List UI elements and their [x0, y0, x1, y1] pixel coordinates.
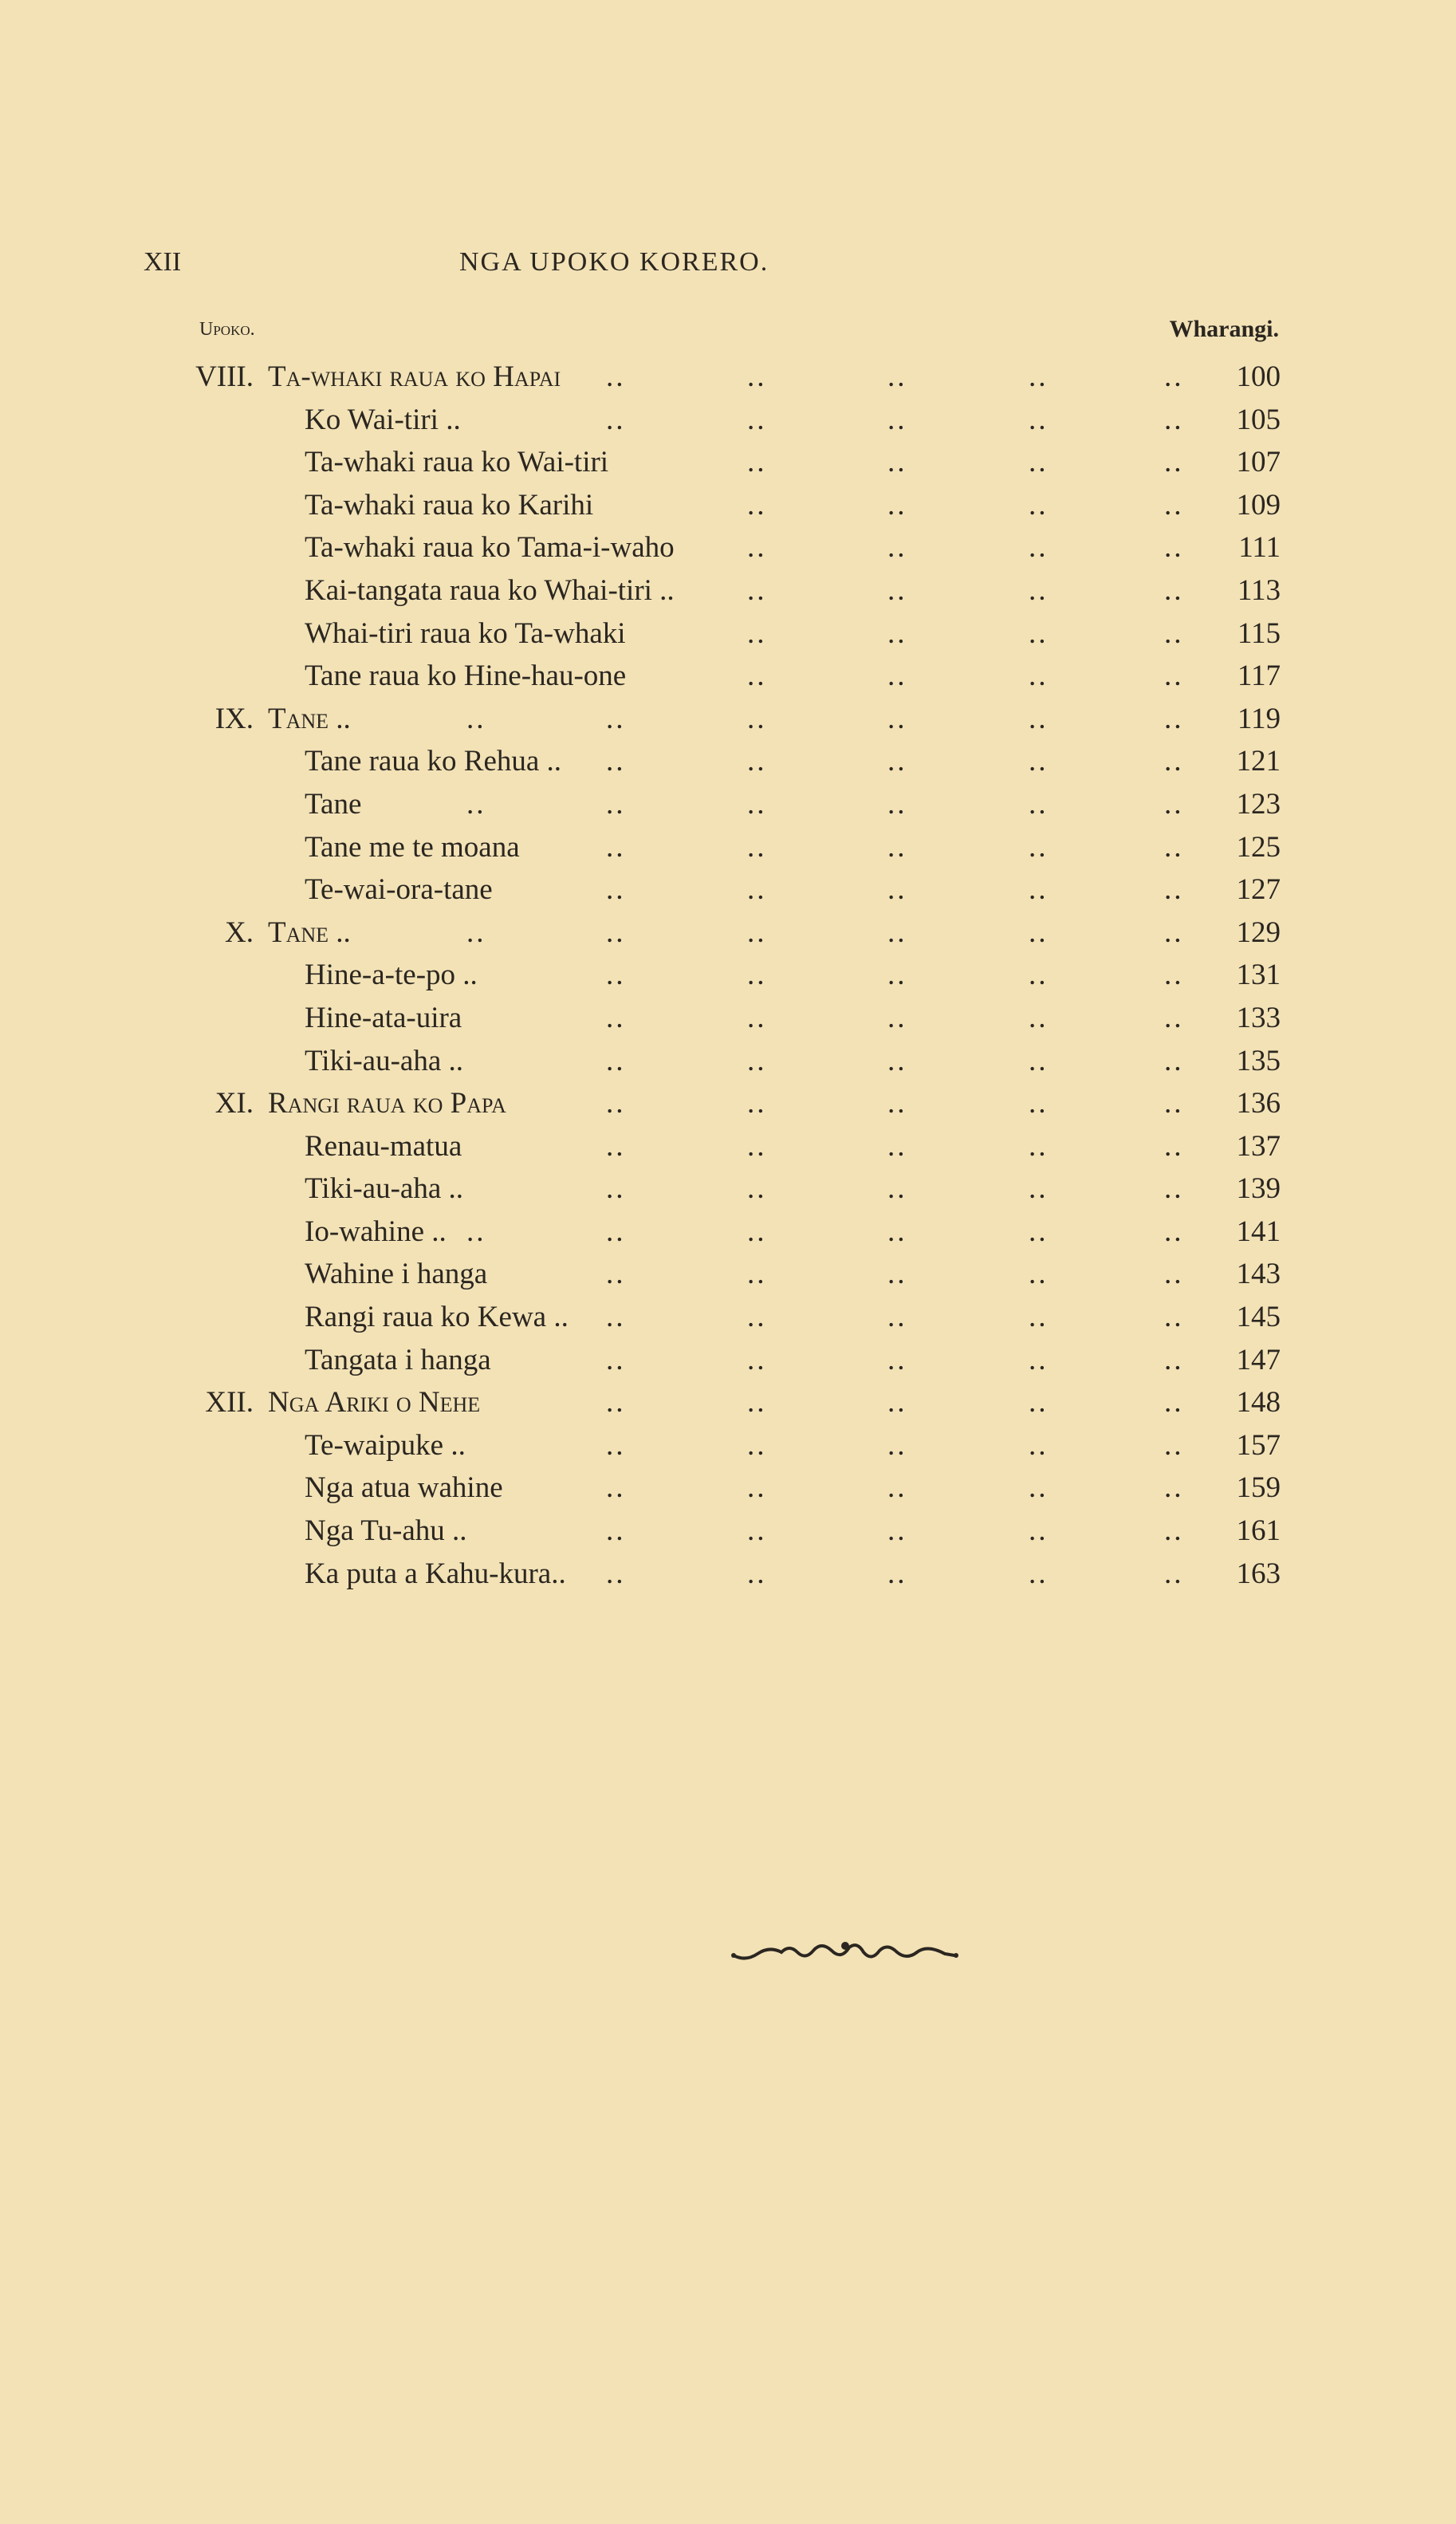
leader-dots: .. [606, 787, 626, 821]
leader-dots: .. [466, 702, 486, 735]
leader-dots: .. [747, 1087, 767, 1120]
toc-entry [0, 1553, 1456, 1596]
page-number: 143 [1236, 1258, 1281, 1291]
leader-dots: .. [887, 1044, 907, 1077]
leader-dots: .. [887, 1301, 907, 1334]
leader-dots: .. [1029, 787, 1049, 821]
toc-entry [0, 954, 1456, 997]
page-number: 131 [1236, 959, 1281, 992]
leader-dots: .. [747, 787, 767, 821]
leader-dots: .. [1029, 1172, 1049, 1206]
leader-dots: .. [606, 1087, 626, 1120]
leader-dots: .. [1029, 573, 1049, 607]
leader-dots: .. [1029, 1215, 1049, 1248]
section-title: Ta-whaki raua ko Wai-tiri [305, 446, 609, 479]
leader-dots: .. [887, 1471, 907, 1505]
leader-dots: .. [606, 1301, 626, 1334]
leader-dots: .. [747, 1471, 767, 1505]
leader-dots: .. [747, 1258, 767, 1291]
leader-dots: .. [747, 616, 767, 650]
leader-dots: .. [1029, 873, 1049, 907]
toc-entry [0, 783, 1456, 826]
ornament-flourish-icon [730, 1938, 961, 1970]
toc-entry [0, 484, 1456, 527]
section-title: Renau-matua [305, 1129, 462, 1163]
leader-dots: .. [1164, 1258, 1184, 1291]
leader-dots: .. [1164, 702, 1184, 735]
page-number: 109 [1236, 488, 1281, 522]
leader-dots: .. [747, 1428, 767, 1462]
leader-dots: .. [887, 915, 907, 949]
leader-dots: .. [1164, 1172, 1184, 1206]
section-title: Tane raua ko Rehua .. [305, 745, 562, 778]
leader-dots: .. [1164, 1001, 1184, 1034]
leader-dots: .. [1164, 660, 1184, 693]
toc-entry [0, 997, 1456, 1040]
section-title: Tiki-au-aha .. [305, 1172, 464, 1206]
leader-dots: .. [747, 1514, 767, 1548]
leader-dots: .. [606, 1044, 626, 1077]
section-title: Wahine i hanga [305, 1258, 488, 1291]
chapter-number: X. [225, 915, 254, 949]
leader-dots: .. [1164, 488, 1184, 522]
page-number: 163 [1236, 1557, 1281, 1590]
page-number: 100 [1236, 360, 1281, 393]
leader-dots: .. [1029, 1258, 1049, 1291]
chapter-title: Nga Ariki o Nehe [268, 1386, 481, 1420]
leader-dots: .. [747, 1301, 767, 1334]
leader-dots: .. [747, 573, 767, 607]
page-number: 139 [1236, 1172, 1281, 1206]
leader-dots: .. [1164, 1215, 1184, 1248]
leader-dots: .. [887, 403, 907, 436]
leader-dots: .. [1029, 959, 1049, 992]
page-number: 157 [1236, 1428, 1281, 1462]
page-number: 105 [1236, 403, 1281, 436]
toc-entry [0, 1211, 1456, 1254]
page-number: 161 [1236, 1514, 1281, 1548]
leader-dots: .. [1164, 1428, 1184, 1462]
leader-dots: .. [1029, 488, 1049, 522]
toc-entry [0, 1253, 1456, 1296]
page-number: 123 [1236, 787, 1281, 821]
leader-dots: .. [747, 873, 767, 907]
page-number: 135 [1236, 1044, 1281, 1077]
leader-dots: .. [747, 660, 767, 693]
leader-dots: .. [466, 1215, 486, 1248]
leader-dots: .. [1029, 830, 1049, 864]
leader-dots: .. [606, 1514, 626, 1548]
leader-dots: .. [1164, 1514, 1184, 1548]
leader-dots: .. [887, 1129, 907, 1163]
leader-dots: .. [606, 1001, 626, 1034]
leader-dots: .. [747, 1215, 767, 1248]
leader-dots: .. [1029, 403, 1049, 436]
page-number: 111 [1238, 531, 1281, 565]
leader-dots: .. [887, 1087, 907, 1120]
section-title: Nga Tu-ahu .. [305, 1514, 467, 1548]
leader-dots: .. [1029, 1301, 1049, 1334]
page-number: 113 [1237, 573, 1281, 607]
leader-dots: .. [606, 1172, 626, 1206]
leader-dots: .. [606, 360, 626, 393]
leader-dots: .. [1029, 1514, 1049, 1548]
leader-dots: .. [1029, 1386, 1049, 1420]
leader-dots: .. [887, 573, 907, 607]
page-number: 137 [1236, 1129, 1281, 1163]
page-number: 129 [1236, 915, 1281, 949]
toc-entry [0, 526, 1456, 569]
toc-entry [0, 1082, 1456, 1125]
leader-dots: .. [1029, 446, 1049, 479]
leader-dots: .. [606, 403, 626, 436]
toc-entry [0, 1339, 1456, 1382]
leader-dots: .. [606, 1129, 626, 1163]
leader-dots: .. [887, 660, 907, 693]
leader-dots: .. [606, 1258, 626, 1291]
leader-dots: .. [1164, 1301, 1184, 1334]
leader-dots: .. [887, 488, 907, 522]
toc-entry [0, 1125, 1456, 1168]
toc-entry [0, 441, 1456, 484]
leader-dots: .. [747, 1129, 767, 1163]
section-title: Kai-tangata raua ko Whai-tiri .. [305, 573, 675, 607]
section-title: Ta-whaki raua ko Tama-i-waho [305, 531, 675, 565]
section-title: Rangi raua ko Kewa .. [305, 1301, 569, 1334]
toc-entry [0, 826, 1456, 869]
section-title: Ko Wai-tiri .. [305, 403, 461, 436]
toc-entry [0, 655, 1456, 698]
leader-dots: .. [747, 1044, 767, 1077]
leader-dots: .. [1029, 1428, 1049, 1462]
leader-dots: .. [606, 1386, 626, 1420]
leader-dots: .. [1029, 616, 1049, 650]
leader-dots: .. [887, 1172, 907, 1206]
section-title: Te-waipuke .. [305, 1428, 466, 1462]
section-title: Tane raua ko Hine-hau-one [305, 660, 627, 693]
toc-entry [0, 912, 1456, 955]
toc-entry [0, 1296, 1456, 1339]
leader-dots: .. [1164, 1471, 1184, 1505]
leader-dots: .. [887, 959, 907, 992]
leader-dots: .. [1029, 745, 1049, 778]
leader-dots: .. [747, 360, 767, 393]
leader-dots: .. [747, 1557, 767, 1590]
column-header-page: Wharangi. [1169, 316, 1279, 342]
section-title: Tiki-au-aha .. [305, 1044, 464, 1077]
leader-dots: .. [747, 915, 767, 949]
toc-entry [0, 740, 1456, 783]
toc-entry [0, 1040, 1456, 1083]
leader-dots: .. [747, 702, 767, 735]
leader-dots: .. [747, 1386, 767, 1420]
page-number: 125 [1236, 830, 1281, 864]
leader-dots: .. [887, 616, 907, 650]
toc-entry [0, 868, 1456, 912]
leader-dots: .. [606, 873, 626, 907]
leader-dots: .. [747, 488, 767, 522]
leader-dots: .. [606, 1471, 626, 1505]
leader-dots: .. [747, 403, 767, 436]
toc-entry [0, 356, 1456, 399]
leader-dots: .. [606, 915, 626, 949]
page-number: 107 [1236, 446, 1281, 479]
section-title: Te-wai-ora-tane [305, 873, 493, 907]
leader-dots: .. [1029, 1557, 1049, 1590]
leader-dots: .. [1029, 660, 1049, 693]
page-number: 159 [1236, 1471, 1281, 1505]
leader-dots: .. [1029, 915, 1049, 949]
leader-dots: .. [887, 531, 907, 565]
leader-dots: .. [747, 959, 767, 992]
leader-dots: .. [1029, 1001, 1049, 1034]
chapter-number: VIII. [195, 360, 254, 393]
leader-dots: .. [887, 360, 907, 393]
page-number: 145 [1236, 1301, 1281, 1334]
leader-dots: .. [1029, 1471, 1049, 1505]
leader-dots: .. [1029, 1087, 1049, 1120]
leader-dots: .. [1164, 1557, 1184, 1590]
leader-dots: .. [747, 745, 767, 778]
chapter-number: XI. [214, 1087, 254, 1120]
toc-entry [0, 569, 1456, 612]
toc-entry [0, 1424, 1456, 1467]
chapter-title: Rangi raua ko Papa [268, 1087, 506, 1120]
leader-dots: .. [606, 1557, 626, 1590]
leader-dots: .. [466, 915, 486, 949]
page-number-folio: XII [144, 247, 182, 277]
leader-dots: .. [1029, 1044, 1049, 1077]
leader-dots: .. [747, 1172, 767, 1206]
chapter-number: XII. [205, 1386, 254, 1420]
leader-dots: .. [887, 446, 907, 479]
leader-dots: .. [747, 1001, 767, 1034]
leader-dots: .. [747, 531, 767, 565]
section-title: Ta-whaki raua ko Karihi [305, 488, 594, 522]
leader-dots: .. [887, 1386, 907, 1420]
chapter-title: Tane .. [268, 915, 351, 949]
leader-dots: .. [1029, 1129, 1049, 1163]
leader-dots: .. [466, 787, 486, 821]
section-title: Ka puta a Kahu-kura.. [305, 1557, 566, 1590]
leader-dots: .. [1029, 531, 1049, 565]
leader-dots: .. [887, 1215, 907, 1248]
leader-dots: .. [1164, 787, 1184, 821]
leader-dots: .. [747, 830, 767, 864]
running-title: NGA UPOKO KORERO. [459, 247, 769, 277]
leader-dots: .. [1029, 1343, 1049, 1376]
leader-dots: .. [606, 1215, 626, 1248]
leader-dots: .. [887, 1557, 907, 1590]
toc-entry [0, 612, 1456, 656]
column-header-chapter: Upoko. [199, 319, 255, 340]
leader-dots: .. [606, 702, 626, 735]
leader-dots: .. [887, 1514, 907, 1548]
section-title: Tane me te moana [305, 830, 520, 864]
leader-dots: .. [1164, 915, 1184, 949]
leader-dots: .. [1164, 1087, 1184, 1120]
section-title: Whai-tiri raua ko Ta-whaki [305, 616, 626, 650]
leader-dots: .. [887, 1258, 907, 1291]
leader-dots: .. [887, 745, 907, 778]
leader-dots: .. [606, 745, 626, 778]
section-title: Nga atua wahine [305, 1471, 503, 1505]
leader-dots: .. [606, 830, 626, 864]
leader-dots: .. [606, 959, 626, 992]
leader-dots: .. [1164, 531, 1184, 565]
page-number: 117 [1237, 660, 1281, 693]
page-number: 136 [1236, 1087, 1281, 1120]
page-number: 121 [1236, 745, 1281, 778]
page-number: 119 [1237, 702, 1281, 735]
leader-dots: .. [606, 1428, 626, 1462]
section-title: Hine-a-te-po .. [305, 959, 478, 992]
leader-dots: .. [887, 1001, 907, 1034]
leader-dots: .. [887, 1428, 907, 1462]
page-number: 133 [1236, 1001, 1281, 1034]
leader-dots: .. [747, 1343, 767, 1376]
section-title: Tangata i hanga [305, 1343, 491, 1376]
leader-dots: .. [1164, 573, 1184, 607]
toc-entry [0, 1467, 1456, 1510]
leader-dots: .. [1164, 745, 1184, 778]
toc-entry [0, 1167, 1456, 1211]
leader-dots: .. [1164, 830, 1184, 864]
chapter-number: IX. [214, 702, 254, 735]
chapter-title: Tane .. [268, 702, 351, 735]
leader-dots: .. [1164, 1386, 1184, 1420]
leader-dots: .. [1029, 360, 1049, 393]
section-title: Tane [305, 787, 362, 821]
page-number: 148 [1236, 1386, 1281, 1420]
toc-entry [0, 698, 1456, 741]
page-number: 115 [1237, 616, 1281, 650]
leader-dots: .. [1164, 873, 1184, 907]
page-number: 127 [1236, 873, 1281, 907]
leader-dots: .. [1164, 1343, 1184, 1376]
section-title: Hine-ata-uira [305, 1001, 462, 1034]
toc-entry [0, 1381, 1456, 1424]
leader-dots: .. [887, 787, 907, 821]
toc-entry [0, 399, 1456, 442]
leader-dots: .. [1164, 616, 1184, 650]
leader-dots: .. [1029, 702, 1049, 735]
toc-entry [0, 1510, 1456, 1553]
leader-dots: .. [887, 873, 907, 907]
leader-dots: .. [887, 830, 907, 864]
leader-dots: .. [887, 1343, 907, 1376]
table-of-contents [0, 356, 1456, 1595]
chapter-title: Ta-whaki raua ko Hapai [268, 360, 561, 393]
leader-dots: .. [1164, 959, 1184, 992]
leader-dots: .. [606, 1343, 626, 1376]
page-number: 141 [1236, 1215, 1281, 1248]
leader-dots: .. [1164, 1129, 1184, 1163]
leader-dots: .. [1164, 360, 1184, 393]
section-title: Io-wahine .. [305, 1215, 447, 1248]
leader-dots: .. [747, 446, 767, 479]
leader-dots: .. [1164, 446, 1184, 479]
leader-dots: .. [887, 702, 907, 735]
leader-dots: .. [1164, 403, 1184, 436]
leader-dots: .. [1164, 1044, 1184, 1077]
page-number: 147 [1236, 1343, 1281, 1376]
